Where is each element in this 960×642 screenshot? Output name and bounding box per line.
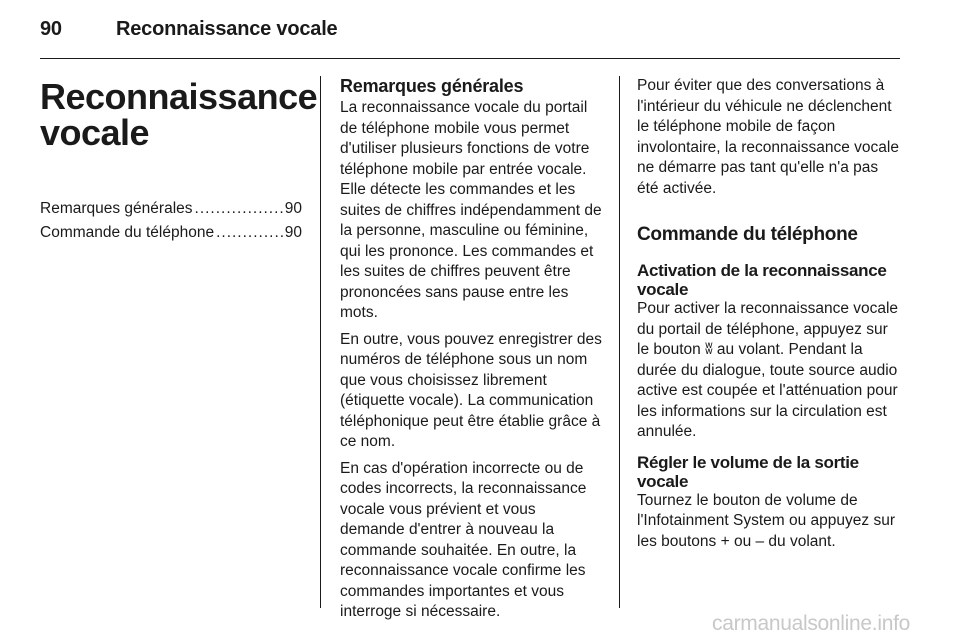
general-remarks-column: [340, 76, 602, 623]
page-number: 90: [40, 18, 62, 40]
activation-heading: Activation de la reconnaissance vocale: [637, 261, 887, 299]
activation-text-pre: Pour activer la reconnaissance vocale du portail de téléphone, appuyez sur le bouton: [637, 300, 899, 358]
general-paragraph-2: En outre, vous pouvez enregistrer des numéros de téléphone sous un nom que vous choisissez librement (étiquette vocale). La communication téléphonique peut être établie grâce à ce nom.: [340, 330, 602, 450]
chapter-title: [40, 76, 318, 153]
activation-paragraph: [637, 299, 901, 443]
toc-entry-page: 90: [284, 200, 302, 217]
toc-entry-label: Remarques générales: [40, 200, 193, 217]
watermark: carmanualsonline.info: [712, 612, 910, 635]
voice-button-icon: ʬ: [705, 341, 713, 358]
table-of-contents: [40, 197, 302, 245]
toc-leader-dots: [193, 197, 285, 221]
phone-control-column: [637, 76, 901, 552]
toc-entry-page: 90: [284, 224, 302, 241]
header-rule: [40, 58, 900, 59]
column-divider-left: [320, 76, 321, 608]
volume-paragraph: Tournez le bouton de volume de l'Infotainment System ou appuyez sur les boutons + ou – du volant.: [637, 491, 895, 550]
toc-entry-label: Commande du téléphone: [40, 224, 215, 241]
toc-leader-dots: [214, 221, 285, 245]
chapter-title-line1: Reconnaissance: [40, 76, 318, 117]
general-paragraph-3: En cas d'opération incorrecte ou de codes incorrects, la reconnaissance vocale vous prévient et vous demande d'entrer à nouveau la commande souhaitée. En outre, la reconnaissance vocale confirme les commandes importantes et vous interroge si nécessaire.: [340, 459, 587, 620]
toc-entry[interactable]: [40, 197, 302, 221]
activation-text-post: au volant. Pendant la durée du dialogue, toute source audio active est coupée et l'atténuation pour les informations sur la circulation est annulée.: [637, 341, 898, 440]
volume-heading: Régler le volume de la sortie vocale: [637, 452, 859, 491]
general-paragraph-1: La reconnaissance vocale du portail de téléphone mobile vous permet d'utiliser plusieurs fonctions de votre téléphone mobile par entrée vocale. Elle détecte les commandes et les suites de chiffres indépendamment de la personne, masculine ou féminine, qui les prononce. Les commandes et les suites de chiffres peuvent être prononcées sans pause entre les mots.: [340, 99, 602, 321]
chapter-column: [40, 76, 318, 245]
toc-entry[interactable]: [40, 221, 302, 245]
phone-control-title: Commande du téléphone: [637, 224, 858, 245]
intro-paragraph: Pour éviter que des conversations à l'intérieur du véhicule ne déclenchent le téléphone mobile de façon involontaire, la reconnaissance vocale ne démarre pas tant qu'elle n'a pas été activée.: [637, 77, 899, 197]
chapter-title-line2: vocale: [40, 112, 150, 153]
general-remarks-heading: Remarques générales: [340, 76, 524, 96]
running-title: Reconnaissance vocale: [116, 18, 338, 40]
column-divider-right: [619, 76, 620, 608]
